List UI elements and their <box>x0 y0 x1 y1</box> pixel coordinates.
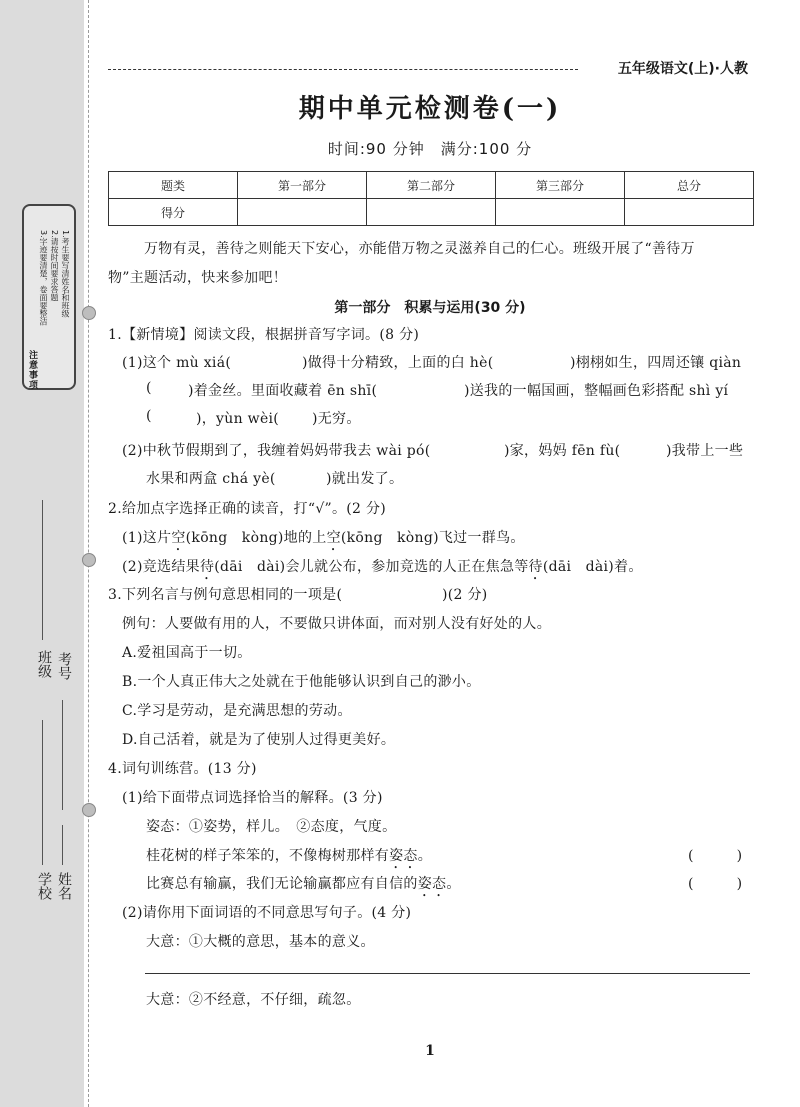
table-header: 第二部分 <box>367 172 496 199</box>
definition: 姿态：①姿势，样儿。 ②态度，气度。 <box>146 819 397 835</box>
option-a: A.爱祖国高于一切。 <box>122 645 252 661</box>
answer-line[interactable] <box>145 973 750 974</box>
notice-title: 注意事项 <box>27 350 37 390</box>
class-label: 班级 <box>36 650 52 678</box>
question-title: )(2 分) <box>442 587 488 603</box>
pinyin-text: )送我的一幅国画，整幅画色彩搭配 shì yí <box>464 383 729 399</box>
page-number: 1 <box>425 1043 435 1059</box>
school-label: 学校 <box>36 872 52 900</box>
dotted-char: 空 <box>171 530 186 546</box>
header-rule <box>108 69 578 70</box>
notice-line: 1.考生要写清姓名和班级 <box>61 230 70 318</box>
sentence: 比赛总有输赢，我们无论输赢都应有自信的姿态。 <box>146 876 461 892</box>
pinyin-text: )着金丝。里面收藏着 ēn shī( <box>188 383 378 399</box>
dotted-char: 待 <box>199 559 215 575</box>
definition: 大意：②不经意，不仔细，疏忽。 <box>146 992 361 1008</box>
row-label: 得分 <box>109 199 238 226</box>
question-title: 1.【新情境】阅读文段，根据拼音写字词。(8 分) <box>108 327 420 343</box>
binding-hole <box>82 553 96 567</box>
sub-question-title: (2)请你用下面词语的不同意思写句子。(4 分) <box>122 905 412 921</box>
pinyin-text: )家，妈妈 fēn fù( <box>504 443 621 459</box>
name-label: 姓名 <box>56 872 72 900</box>
notice-line: 3.字迹要清楚，卷面要整洁 <box>39 230 48 326</box>
option-b: B.一个人真正伟大之处就在于他能够认识到自己的渺小。 <box>122 674 481 690</box>
pinyin-text: 水果和两盒 chá yè( <box>146 471 276 487</box>
question-title: 3.下列名言与例句意思相同的一项是( <box>108 587 343 603</box>
dotted-word: 姿态 <box>417 876 447 892</box>
option-c: C.学习是劳动，是充满思想的劳动。 <box>122 703 352 719</box>
school-field[interactable] <box>42 720 43 865</box>
pinyin-text: (2)中秋节假期到了，我缠着妈妈带我去 wài pó( <box>122 443 431 459</box>
binding-hole <box>82 803 96 817</box>
answer-blank[interactable]: ( ) <box>688 876 743 892</box>
page-title: 期中单元检测卷(一) <box>298 94 562 124</box>
pinyin-text: )就出发了。 <box>326 471 404 487</box>
class-field[interactable] <box>42 500 43 640</box>
intro-line: 物”主题活动，快来参加吧！ <box>108 270 288 286</box>
sentence: 桂花树的样子笨笨的，不像梅树那样有姿态。 <box>146 848 433 864</box>
answer-blank[interactable]: ( ) <box>688 848 743 864</box>
intro-line: 万物有灵，善待之则能天下安心，亦能借万物之灵滋养自己的仁心。班级开展了“善待万 <box>144 241 695 257</box>
sub-question-title: (1)给下面带点词选择恰当的解释。(3 分) <box>122 790 383 806</box>
dotted-char: 待 <box>528 559 543 575</box>
score-cell[interactable] <box>625 199 754 226</box>
table-header: 题类 <box>109 172 238 199</box>
pinyin-text: ( <box>146 408 152 424</box>
pinyin-text: )无穷。 <box>312 411 361 427</box>
table-header: 总分 <box>625 172 754 199</box>
dotted-word: 姿态 <box>389 848 418 864</box>
pinyin-text: ( <box>146 380 152 396</box>
table-row <box>109 172 754 199</box>
pinyin-text: )做得十分精致，上面的白 hè( <box>302 355 494 371</box>
example-sentence: 例句：人要做有用的人，不要做只讲体面，而对别人没有好处的人。 <box>122 616 551 632</box>
notice-line: 2.请按时间要求答题 <box>50 230 59 302</box>
table-row <box>109 199 754 226</box>
exam-number-field[interactable] <box>62 700 63 810</box>
score-cell[interactable] <box>238 199 367 226</box>
pinyin-text: )栩栩如生，四周还镶 qiàn <box>570 355 742 371</box>
table-header: 第一部分 <box>238 172 367 199</box>
series-label: 五年级语文(上)·人教 <box>617 61 748 77</box>
pinyin-text: (1)这个 mù xiá( <box>122 355 232 371</box>
question-title: 4.词句训练营。(13 分) <box>108 761 257 777</box>
score-cell[interactable] <box>367 199 496 226</box>
table-header: 第三部分 <box>496 172 625 199</box>
name-field[interactable] <box>62 825 63 865</box>
score-table <box>108 171 754 226</box>
question-title: 2.给加点字选择正确的读音，打“√”。(2 分) <box>108 501 387 517</box>
pinyin-text: )我带上一些 <box>666 443 744 459</box>
exam-number-label: 考号 <box>56 652 72 680</box>
definition: 大意：①大概的意思，基本的意义。 <box>146 934 375 950</box>
question-line: (1)这片空(kōng kòng)地的上空(kōng kòng)飞过一群鸟。 <box>122 530 525 546</box>
score-cell[interactable] <box>496 199 625 226</box>
pinyin-text: )，yùn wèi( <box>196 411 280 427</box>
exam-info: 时间:90 分钟 满分:100 分 <box>327 140 533 158</box>
question-line: (2)竞选结果待(dāi dài)会儿就公布，参加竞选的人正在焦急等待(dāi dài)着。 <box>122 559 643 575</box>
dotted-char: 空 <box>326 530 341 546</box>
section-title: 第一部分 积累与运用(30 分) <box>334 300 526 316</box>
option-d: D.自己活着，就是为了使别人过得更美好。 <box>122 732 396 748</box>
